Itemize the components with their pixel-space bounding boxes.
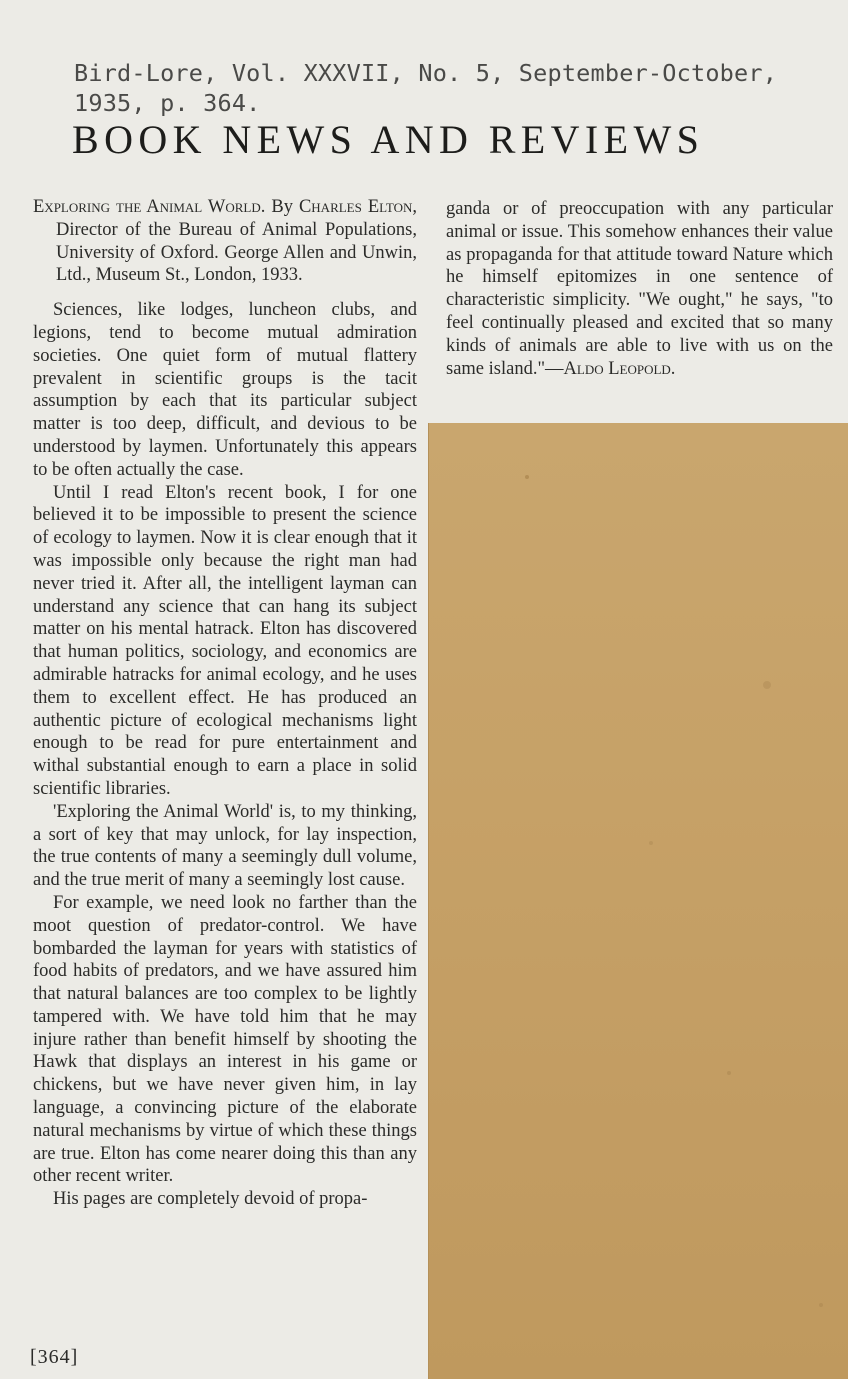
paper-speck bbox=[727, 1071, 731, 1075]
paper-speck bbox=[649, 841, 653, 845]
book-title: Exploring the Animal World. bbox=[33, 197, 266, 217]
review-paragraph-2: Until I read Elton's recent book, I for one believed it to be impossible to present the science of ecology to laymen. Now it is clear enough that it was impossible only because the right man had never tried it. After all, the intelligent layman can understand any science that can hang its subject matter on his mental hatrack. Elton has discovered that human politics, sociology, and economics are admirable hatracks for animal ecology, and he uses them to excellent effect. He has produced an authentic picture of ecological mechanisms light enough to be read for pure entertainment and withal substantial enough to earn a place in solid scientific libraries. bbox=[33, 482, 417, 799]
kraft-paper-backing bbox=[428, 423, 848, 1379]
book-details: , Director of the Bureau of Animal Populations, University of Oxford. George Allen and Unwin, Ltd., Museum St., London, 1933. bbox=[56, 197, 417, 286]
paper-speck bbox=[763, 681, 771, 689]
review-continuation bbox=[446, 198, 833, 380]
typewritten-citation bbox=[74, 58, 794, 118]
review-paragraph-4: For example, we need look no farther than the moot question of predator-control. We have bombarded the layman for years with statistics of food habits of predators, and we have assured him that natural balances are too complex to be lightly tampered with. We have told him that he may injure rather than benefit himself by shooting the Hawk that displays an interest in his game or chickens, but we have never given him, in lay language, a convincing picture of the elaborate natural mechanisms by virtue of which these things are true. Elton has come nearer doing this than any other recent writer. bbox=[33, 892, 417, 1187]
left-column bbox=[33, 196, 417, 1211]
book-reference bbox=[33, 196, 417, 287]
citation-line-2: 1935, p. 364. bbox=[74, 89, 261, 117]
review-paragraph-1: Sciences, like lodges, luncheon clubs, and legions, tend to become mutual admiration societies. One quiet form of mutual flattery prevalent in scientific groups is the tacit assumption by each that its particular subject matter is too deep, difficult, and devious to be understood by laymen. Unfortunately this appears to be often actually the case. bbox=[33, 300, 417, 480]
citation-line-1: Bird-Lore, Vol. XXXVII, No. 5, September-October, bbox=[74, 59, 778, 87]
paper-speck bbox=[819, 1303, 823, 1307]
review-paragraph-5: His pages are completely devoid of propa- bbox=[53, 1189, 368, 1210]
review-signature: Aldo Leopold. bbox=[563, 358, 676, 379]
review-paragraph-3: 'Exploring the Animal World' is, to my thinking, a sort of key that may unlock, for lay inspection, the true contents of many a seemingly dull volume, and the true merit of many a seemingly lost cause. bbox=[33, 801, 417, 891]
section-headline: BOOK NEWS AND REVIEWS bbox=[72, 117, 705, 162]
page-number: [364] bbox=[30, 1346, 79, 1368]
right-column bbox=[446, 198, 833, 380]
book-by: By bbox=[271, 197, 293, 217]
continuation-text: ganda or of preoccupation with any particular animal or issue. This somehow enhances their value as propaganda for that attitude toward Nature which he himself epitomizes in one sentence of characteristic simplicity. "We ought," he says, "to feel continually pleased and excited that so many kinds of animals are able to live with us on the same island."— bbox=[446, 199, 833, 379]
book-author: Charles Elton bbox=[298, 197, 413, 217]
paper-speck bbox=[525, 475, 529, 479]
